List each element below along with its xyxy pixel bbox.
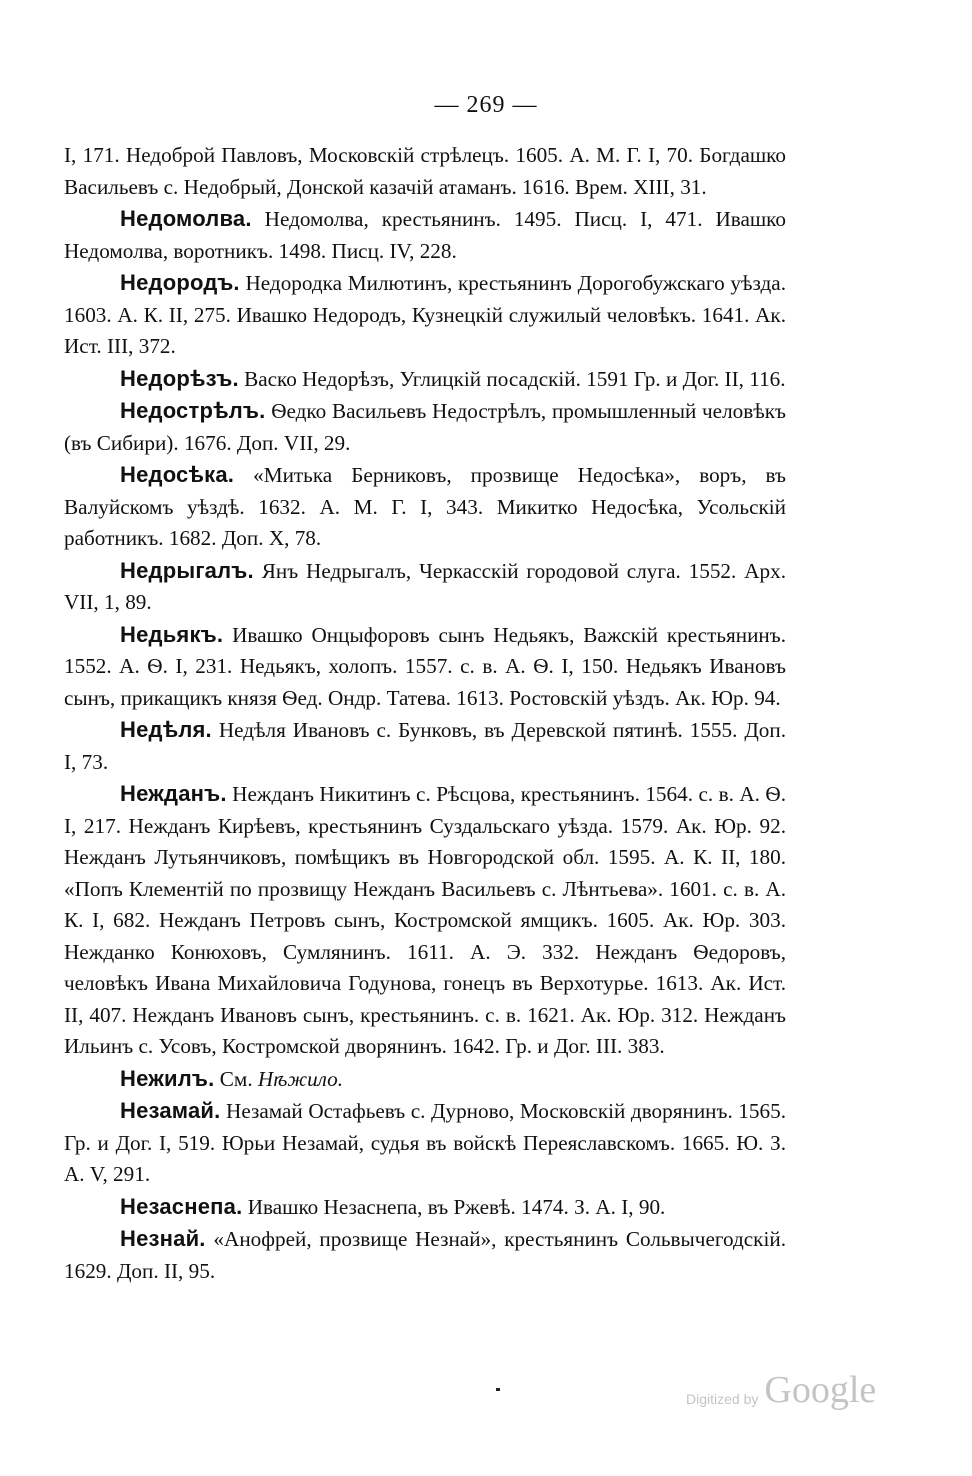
- entry-headword: Нежилъ.: [120, 1065, 215, 1091]
- entry-nedorez: [64, 363, 786, 396]
- entry-continuation: [64, 140, 786, 203]
- entry-nedorod: [64, 267, 786, 363]
- dictionary-text: [64, 140, 786, 1287]
- entry-text: Недомолва, крестьянинъ. 1495. Писц. I, 471. Ивашко Недомолва, воротникъ. 1498. Писц. IV, 228.: [64, 207, 786, 263]
- entry-nezhil: [64, 1063, 786, 1096]
- entry-headword: Незамай.: [120, 1098, 221, 1123]
- entry-headword: Недьякъ.: [120, 621, 224, 647]
- entry-text: Недѣля Ивановъ с. Бунковъ, въ Деревской пятинѣ. 1555. Доп. I, 73.: [64, 718, 787, 774]
- entry-text: Янъ Недрыгалъ, Черкасскій городовой слуга. 1552. Арх. VII, 1, 89.: [64, 558, 786, 614]
- entry-headword: Незаснепа.: [120, 1193, 243, 1219]
- entry-nedoseka: [64, 459, 786, 555]
- entry-nedrygal: [64, 555, 786, 619]
- digitized-label: Digitized by: [686, 1391, 759, 1407]
- entry-text: Недородка Милютинъ, крестьянинъ Дорогобужскаго уѣзда. 1603. А. К. II, 275. Ивашко Недородъ, Кузнецкій служилый человѣкъ. 1641. Ак. Ист. III, 372.: [64, 271, 786, 358]
- print-speck: [496, 1388, 500, 1391]
- entry-headword: Недосѣка.: [120, 462, 235, 487]
- entry-headword: Недѣля.: [120, 717, 212, 742]
- entry-text: Ивашко Онцыфоровъ сынъ Недьякъ, Важскій крестьянинъ. 1552. А. Ѳ. I, 231. Недьякъ, холопъ. 1557. с. в. А. Ѳ. I, 150. Недьякъ Ивановъ сынъ, прикащикъ князя Ѳед. Ондр. Татева. 1613. Ростовскій уѣздъ. Ак. Юр. 94.: [64, 622, 787, 710]
- entry-headword: Недородъ.: [120, 270, 240, 295]
- google-logo: Google: [764, 1369, 877, 1411]
- entry-nedomolva: [64, 203, 786, 267]
- entry-text: См.: [219, 1066, 253, 1091]
- entry-headword: Недострѣлъ.: [120, 398, 266, 423]
- digitized-watermark: [686, 1369, 877, 1412]
- entry-headword: Недомолва.: [120, 206, 252, 231]
- entry-nezasnepa: [64, 1191, 786, 1224]
- entry-text: Нежданъ Никитинъ с. Рѣсцова, крестьянинъ. 1564. с. в. А. Ѳ. I, 217. Нежданъ Кирѣевъ, крестьянинъ Суздальскаго уѣзда. 1579. Ак. Юр. 92. Нежданъ Лутьянчиковъ, помѣщикъ въ Новгородской обл. 1595. А. К. II, 180. «Попъ Клементій по прозвищу Нежданъ Васильевъ с. Лѣнтьева». 1601. с. в. А. К. I, 682. Нежданъ Петровъ сынъ, Костромской ямщикъ. 1605. Ак. Юр. 303. Нежданко Конюховъ, Сумлянинъ. 1611. А. Э. 332. Нежданъ Ѳедоровъ, человѣкъ Ивана Михайловича Годунова, гонецъ въ Верхотурье. 1613. Ак. Ист. II, 407. Нежданъ Ивановъ сынъ, крестьянинъ. с. в. 1621. Ак. Юр. 312. Нежданъ Ильинъ с. Усовъ, Костромской дворянинъ. 1642. Гр. и Дог. III. 383.: [64, 782, 787, 1058]
- entry-nezhdan: [64, 778, 786, 1063]
- entry-text: Ивашко Незаснепа, въ Ржевѣ. 1474. З. А. I, 90.: [247, 1194, 666, 1219]
- entry-headword: Нежданъ.: [120, 781, 227, 806]
- entry-neznai: [64, 1223, 786, 1287]
- entry-headword: Недрыгалъ.: [120, 557, 254, 583]
- entry-text: «Анофрей, прозвище Незнай», крестьянинъ Сольвычегодскій. 1629. Доп. II, 95.: [64, 1227, 786, 1283]
- entry-nedostrel: [64, 395, 786, 459]
- entry-nedelya: [64, 714, 786, 778]
- entry-text: I, 171. Недоброй Павловъ, Московскій стрѣлецъ. 1605. А. М. Г. I, 70. Богдашко Васильевъ с. Недобрый, Донской казачій атаманъ. 1616. Врем. XIII, 31.: [64, 143, 786, 199]
- entry-nedyak: [64, 619, 786, 715]
- entry-headword: Недорѣзъ.: [120, 365, 239, 391]
- entry-nezamai: [64, 1095, 786, 1191]
- entry-headword: Незнай.: [120, 1226, 206, 1251]
- entry-text: Ѳедко Васильевъ Недострѣлъ, промышленный человѣкъ (въ Сибири). 1676. Доп. VII, 29.: [64, 399, 787, 455]
- entry-text: Васко Недорѣзъ, Углицкій посадскій. 1591 Гр. и Дог. II, 116.: [244, 366, 786, 391]
- entry-text: «Митька Берниковъ, прозвище Недосѣка», воръ, въ Валуйскомъ уѣздѣ. 1632. А. М. Г. I, 343. Микитко Недосѣка, Усольскій работникъ. 1682. Доп. X, 78.: [64, 463, 786, 550]
- entry-text: Незамай Остафьевъ с. Дурново, Московскій дворянинъ. 1565. Гр. и Дог. I, 519. Юрьи Незамай, судья въ войскѣ Переяславскомъ. 1665. Ю. З. А. V, 291.: [64, 1099, 786, 1186]
- page-number: — 269 —: [434, 92, 538, 118]
- entry-crossref: Нѣжило.: [257, 1066, 344, 1091]
